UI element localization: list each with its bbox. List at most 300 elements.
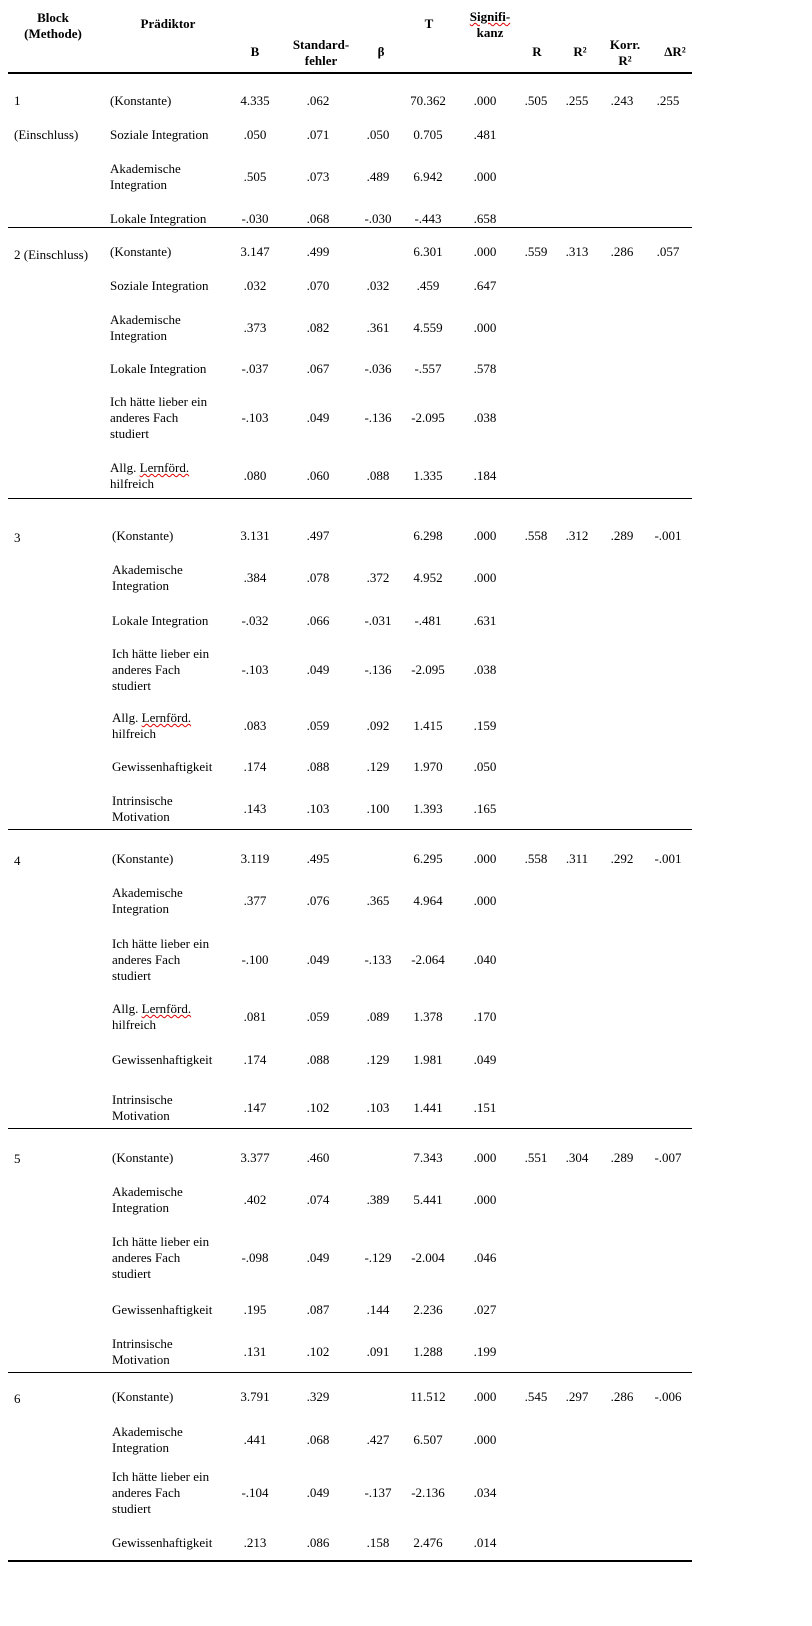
predictor-line: [112, 1501, 209, 1517]
predictor-name: [110, 460, 189, 492]
model-stat-korr: .286: [610, 244, 634, 259]
block-label: 2 (Einschluss): [14, 247, 89, 262]
predictor-line: [112, 901, 183, 917]
predictor-name: [112, 1535, 212, 1551]
cell-beta: .361: [366, 320, 390, 335]
predictor-line: [110, 127, 209, 143]
predictor-name: [112, 1150, 173, 1166]
predictor-line: [112, 936, 209, 952]
model-stat-korr: .292: [610, 851, 634, 866]
predictor-text: Allg. Lernförd.: [110, 460, 190, 475]
predictor-name: [112, 562, 183, 594]
cell-se: .076: [306, 893, 330, 908]
predictor-line: [112, 1150, 173, 1166]
cell-t: 1.378: [413, 1009, 443, 1024]
cell-se: .059: [306, 1009, 330, 1024]
predictor-name: [112, 936, 209, 984]
cell-b: 3.377: [240, 1150, 270, 1165]
cell-sig: .050: [473, 759, 497, 774]
cell-t: .459: [416, 278, 440, 293]
header-predictor: Prädiktor: [140, 16, 196, 31]
cell-t: 4.952: [413, 570, 443, 585]
block-label: 3: [14, 530, 21, 545]
cell-se: .066: [306, 613, 330, 628]
predictor-name: [110, 161, 181, 193]
cell-sig: .631: [473, 613, 497, 628]
predictor-text: Gewissenhaftigkeit: [112, 1535, 213, 1550]
predictor-line: [110, 460, 189, 476]
cell-t: -2.064: [411, 952, 445, 967]
cell-b: -.100: [241, 952, 269, 967]
predictor-text: Intrinsische: [112, 1092, 173, 1107]
predictor-line: [112, 1336, 173, 1352]
predictor-text: studiert: [112, 678, 151, 693]
cell-se: .495: [306, 851, 330, 866]
predictor-line: [112, 1352, 173, 1368]
cell-beta: .092: [366, 718, 390, 733]
predictor-name: [110, 361, 206, 377]
predictor-text: Integration: [112, 1200, 170, 1215]
cell-b: 3.119: [240, 851, 270, 866]
cell-sig: .038: [473, 662, 497, 677]
cell-sig: .159: [473, 718, 497, 733]
cell-sig: .000: [473, 1389, 497, 1404]
model-stat-r2: .311: [565, 851, 589, 866]
predictor-text: anderes Fach: [112, 952, 181, 967]
predictor-line: [110, 394, 207, 410]
predictor-line: [112, 1440, 183, 1456]
predictor-text: Ich hätte lieber ein: [112, 936, 210, 951]
cell-beta: -.133: [364, 952, 392, 967]
model-stat-korr: .243: [610, 93, 634, 108]
block-separator: [8, 1372, 692, 1373]
cell-t: 6.507: [413, 1432, 443, 1447]
predictor-line: [112, 1535, 212, 1551]
cell-se: .074: [306, 1192, 330, 1207]
cell-sig: .647: [473, 278, 497, 293]
cell-sig: .151: [473, 1100, 497, 1115]
cell-sig: .000: [473, 851, 497, 866]
cell-b: .441: [243, 1432, 267, 1447]
predictor-name: [112, 1052, 212, 1068]
predictor-name: [112, 793, 173, 825]
cell-t: 1.415: [413, 718, 443, 733]
cell-b: .143: [243, 801, 267, 816]
predictor-line: [112, 1001, 191, 1017]
block-label: 4: [14, 853, 21, 868]
cell-sig: .034: [473, 1485, 497, 1500]
cell-beta: -.137: [364, 1485, 392, 1500]
cell-b: -.037: [241, 361, 269, 376]
cell-b: -.098: [241, 1250, 269, 1265]
predictor-line: [112, 1469, 209, 1485]
cell-b: .195: [243, 1302, 267, 1317]
predictor-line: [112, 1184, 183, 1200]
predictor-text: anderes Fach: [112, 662, 181, 677]
predictor-name: [112, 759, 212, 775]
cell-beta: -.129: [364, 1250, 392, 1265]
block-label: 5: [14, 1151, 21, 1166]
cell-se: .068: [306, 1432, 330, 1447]
cell-beta: .489: [366, 169, 390, 184]
cell-t: 6.301: [413, 244, 443, 259]
predictor-name: [112, 1424, 183, 1456]
cell-t: -2.004: [411, 1250, 445, 1265]
predictor-name: [112, 1469, 209, 1517]
cell-se: .086: [306, 1535, 330, 1550]
predictor-line: [110, 476, 189, 492]
cell-beta: .100: [366, 801, 390, 816]
cell-beta: .103: [366, 1100, 390, 1115]
header-block-line1: Block: [37, 10, 69, 25]
cell-b: .081: [243, 1009, 267, 1024]
cell-b: 3.791: [240, 1389, 270, 1404]
cell-beta: .158: [366, 1535, 390, 1550]
cell-sig: .199: [473, 1344, 497, 1359]
header-beta: β: [377, 44, 385, 59]
model-stat-dr2: -.007: [654, 1150, 682, 1165]
cell-se: .049: [306, 1485, 330, 1500]
cell-beta: .372: [366, 570, 390, 585]
predictor-line: [112, 809, 173, 825]
predictor-line: [112, 1200, 183, 1216]
predictor-line: [110, 361, 206, 377]
cell-beta: .427: [366, 1432, 390, 1447]
predictor-text: Motivation: [112, 1108, 170, 1123]
model-stat-dr2: -.006: [654, 1389, 682, 1404]
model-stat-r2: .312: [565, 528, 589, 543]
cell-sig: .170: [473, 1009, 497, 1024]
predictor-text: Intrinsische: [112, 793, 173, 808]
cell-sig: .658: [473, 211, 497, 226]
predictor-text: anderes Fach: [110, 410, 179, 425]
predictor-text: studiert: [110, 426, 149, 441]
cell-t: 11.512: [410, 1389, 446, 1404]
predictor-text: Ich hätte lieber ein: [112, 1234, 210, 1249]
cell-t: 70.362: [410, 93, 446, 108]
cell-beta: -.036: [364, 361, 392, 376]
predictor-text: Akademische: [112, 1184, 183, 1199]
cell-sig: .046: [473, 1250, 497, 1265]
cell-t: -.481: [414, 613, 442, 628]
predictor-text: (Konstante): [110, 93, 172, 108]
cell-se: .460: [306, 1150, 330, 1165]
cell-beta: .129: [366, 759, 390, 774]
cell-se: .073: [306, 169, 330, 184]
cell-se: .082: [306, 320, 330, 335]
cell-b: .213: [243, 1535, 267, 1550]
cell-beta: .032: [366, 278, 390, 293]
predictor-text: (Konstante): [112, 851, 174, 866]
cell-se: .087: [306, 1302, 330, 1317]
cell-t: -2.136: [411, 1485, 445, 1500]
cell-beta: -.031: [364, 613, 392, 628]
predictor-text: hilfreich: [112, 726, 157, 741]
cell-sig: .481: [473, 127, 497, 142]
predictor-text: Akademische: [110, 312, 181, 327]
predictor-name: [112, 1234, 209, 1282]
cell-b: 3.147: [240, 244, 270, 259]
predictor-text: anderes Fach: [112, 1485, 181, 1500]
cell-b: .402: [243, 1192, 267, 1207]
cell-se: .329: [306, 1389, 330, 1404]
cell-t: 6.942: [413, 169, 443, 184]
predictor-text: Motivation: [112, 809, 170, 824]
cell-t: -2.095: [411, 662, 445, 677]
predictor-line: [112, 578, 183, 594]
predictor-line: [110, 93, 171, 109]
header-sig-line2: kanz: [476, 25, 504, 40]
predictor-line: [112, 646, 209, 662]
cell-b: .050: [243, 127, 267, 142]
predictor-text: hilfreich: [110, 476, 155, 491]
predictor-line: [112, 1485, 209, 1501]
cell-t: 2.236: [413, 1302, 443, 1317]
predictor-line: [112, 1389, 173, 1405]
predictor-line: [112, 793, 173, 809]
predictor-line: [112, 952, 209, 968]
cell-t: 4.964: [413, 893, 443, 908]
predictor-text: Akademische: [112, 1424, 183, 1439]
predictor-line: [110, 278, 209, 294]
predictor-text: Soziale Integration: [110, 278, 209, 293]
predictor-text: studiert: [112, 1266, 151, 1281]
cell-b: .377: [243, 893, 267, 908]
cell-sig: .578: [473, 361, 497, 376]
predictor-text: Intrinsische: [112, 1336, 173, 1351]
model-stat-dr2: .057: [656, 244, 680, 259]
cell-beta: .091: [366, 1344, 390, 1359]
block-separator: [8, 498, 692, 499]
predictor-text: (Konstante): [110, 244, 172, 259]
predictor-text: Ich hätte lieber ein: [110, 394, 208, 409]
cell-se: .088: [306, 1052, 330, 1067]
model-stat-dr2: .255: [656, 93, 680, 108]
cell-sig: .000: [473, 528, 497, 543]
cell-t: 2.476: [413, 1535, 443, 1550]
predictor-name: [110, 244, 171, 260]
header-korr-r2: [600, 37, 650, 69]
header-b: B: [250, 44, 260, 59]
predictor-text: Soziale Integration: [110, 127, 209, 142]
cell-b: .174: [243, 1052, 267, 1067]
model-stat-r: .558: [524, 528, 548, 543]
predictor-line: [112, 613, 208, 629]
predictor-name: [112, 710, 191, 742]
cell-beta: .050: [366, 127, 390, 142]
predictor-name: [110, 211, 206, 227]
predictor-text: Akademische: [112, 562, 183, 577]
cell-sig: .000: [473, 1432, 497, 1447]
cell-beta: .089: [366, 1009, 390, 1024]
predictor-line: [112, 678, 209, 694]
predictor-text: (Konstante): [112, 1389, 174, 1404]
cell-b: .373: [243, 320, 267, 335]
cell-sig: .000: [473, 244, 497, 259]
header-sig-line1: Signifi-: [469, 9, 511, 24]
cell-se: .070: [306, 278, 330, 293]
cell-se: .102: [306, 1344, 330, 1359]
cell-sig: .014: [473, 1535, 497, 1550]
cell-sig: .000: [473, 93, 497, 108]
cell-se: .071: [306, 127, 330, 142]
predictor-text: (Konstante): [112, 528, 174, 543]
cell-t: -.557: [414, 361, 442, 376]
predictor-line: [110, 177, 181, 193]
cell-beta: -.030: [364, 211, 392, 226]
predictor-line: [110, 312, 181, 328]
model-stat-r: .558: [524, 851, 548, 866]
cell-t: 1.288: [413, 1344, 443, 1359]
cell-beta: .365: [366, 893, 390, 908]
predictor-name: [110, 278, 209, 294]
cell-b: 3.131: [240, 528, 270, 543]
predictor-line: [112, 710, 191, 726]
cell-b: .131: [243, 1344, 267, 1359]
cell-beta: -.136: [364, 410, 392, 425]
predictor-line: [112, 1052, 212, 1068]
predictor-text: Gewissenhaftigkeit: [112, 1302, 213, 1317]
predictor-text: studiert: [112, 1501, 151, 1516]
cell-beta: -.136: [364, 662, 392, 677]
cell-sig: .184: [473, 468, 497, 483]
header-t: T: [424, 16, 434, 31]
predictor-name: [112, 1092, 173, 1124]
predictor-text: Integration: [110, 177, 168, 192]
model-stat-korr: .289: [610, 528, 634, 543]
cell-b: .174: [243, 759, 267, 774]
cell-beta: .389: [366, 1192, 390, 1207]
cell-t: -.443: [414, 211, 442, 226]
predictor-name: [112, 613, 208, 629]
header-rule: [8, 72, 692, 74]
predictor-text: Integration: [112, 901, 170, 916]
model-stat-r: .545: [524, 1389, 548, 1404]
predictor-text: Lokale Integration: [110, 361, 207, 376]
cell-t: 5.441: [413, 1192, 443, 1207]
cell-sig: .000: [473, 169, 497, 184]
cell-t: 4.559: [413, 320, 443, 335]
predictor-line: [110, 426, 207, 442]
cell-se: .060: [306, 468, 330, 483]
cell-t: 1.970: [413, 759, 443, 774]
block-label: 1: [14, 93, 21, 108]
predictor-line: [112, 1092, 173, 1108]
cell-sig: .040: [473, 952, 497, 967]
header-r: R: [532, 44, 542, 59]
predictor-text: Gewissenhaftigkeit: [112, 1052, 213, 1067]
cell-beta: .144: [366, 1302, 390, 1317]
predictor-line: [112, 662, 209, 678]
cell-sig: .000: [473, 1192, 497, 1207]
model-stat-r2: .313: [565, 244, 589, 259]
cell-se: .102: [306, 1100, 330, 1115]
predictor-text: Integration: [112, 1440, 170, 1455]
block-separator: [8, 227, 692, 228]
cell-sig: .000: [473, 893, 497, 908]
predictor-text: Integration: [112, 578, 170, 593]
cell-beta: .088: [366, 468, 390, 483]
predictor-line: [112, 968, 209, 984]
predictor-name: [112, 1001, 191, 1033]
cell-b: 4.335: [240, 93, 270, 108]
cell-se: .049: [306, 952, 330, 967]
predictor-text: Ich hätte lieber ein: [112, 1469, 210, 1484]
header-significance: [458, 9, 522, 41]
cell-t: 6.298: [413, 528, 443, 543]
predictor-line: [110, 410, 207, 426]
predictor-text: (Konstante): [112, 1150, 174, 1165]
predictor-text: Ich hätte lieber ein: [112, 646, 210, 661]
block-separator: [8, 1560, 692, 1562]
cell-b: .505: [243, 169, 267, 184]
model-stat-dr2: -.001: [654, 851, 682, 866]
predictor-line: [112, 885, 183, 901]
cell-se: .497: [306, 528, 330, 543]
model-stat-r2: .255: [565, 93, 589, 108]
cell-sig: .000: [473, 1150, 497, 1165]
predictor-line: [110, 328, 181, 344]
cell-b: -.104: [241, 1485, 269, 1500]
model-stat-r2: .304: [565, 1150, 589, 1165]
cell-t: 6.295: [413, 851, 443, 866]
cell-b: .384: [243, 570, 267, 585]
predictor-text: anderes Fach: [112, 1250, 181, 1265]
model-stat-r2: .297: [565, 1389, 589, 1404]
model-stat-r: .559: [524, 244, 548, 259]
model-stat-r: .551: [524, 1150, 548, 1165]
header-korr-line1: Korr.: [609, 37, 641, 52]
cell-se: .103: [306, 801, 330, 816]
cell-sig: .038: [473, 410, 497, 425]
cell-b: .080: [243, 468, 267, 483]
cell-t: 1.441: [413, 1100, 443, 1115]
cell-se: .078: [306, 570, 330, 585]
header-r2: R²: [573, 44, 587, 59]
predictor-name: [112, 1184, 183, 1216]
predictor-name: [112, 1389, 173, 1405]
header-delta-r2: ΔR²: [664, 44, 686, 59]
predictor-line: [112, 1108, 173, 1124]
predictor-name: [110, 93, 171, 109]
predictor-line: [112, 726, 191, 742]
model-stat-r: .505: [524, 93, 548, 108]
header-block: [18, 10, 88, 42]
predictor-name: [112, 528, 173, 544]
block-separator: [8, 829, 692, 830]
predictor-line: [110, 161, 181, 177]
predictor-text: Allg. Lernförd.: [112, 1001, 192, 1016]
cell-t: 1.335: [413, 468, 443, 483]
cell-sig: .000: [473, 320, 497, 335]
predictor-line: [110, 244, 171, 260]
header-se-line1: Standard-: [292, 37, 350, 52]
cell-b: -.030: [241, 211, 269, 226]
predictor-name: [110, 312, 181, 344]
predictor-line: [112, 851, 173, 867]
cell-se: .049: [306, 410, 330, 425]
predictor-name: [112, 1336, 173, 1368]
predictor-name: [110, 394, 207, 442]
predictor-text: Akademische: [110, 161, 181, 176]
predictor-text: Integration: [110, 328, 168, 343]
header-korr-line2: R²: [618, 53, 632, 68]
cell-b: -.103: [241, 410, 269, 425]
cell-sig: .027: [473, 1302, 497, 1317]
cell-t: 0.705: [413, 127, 443, 142]
predictor-name: [112, 646, 209, 694]
predictor-line: [112, 1266, 209, 1282]
